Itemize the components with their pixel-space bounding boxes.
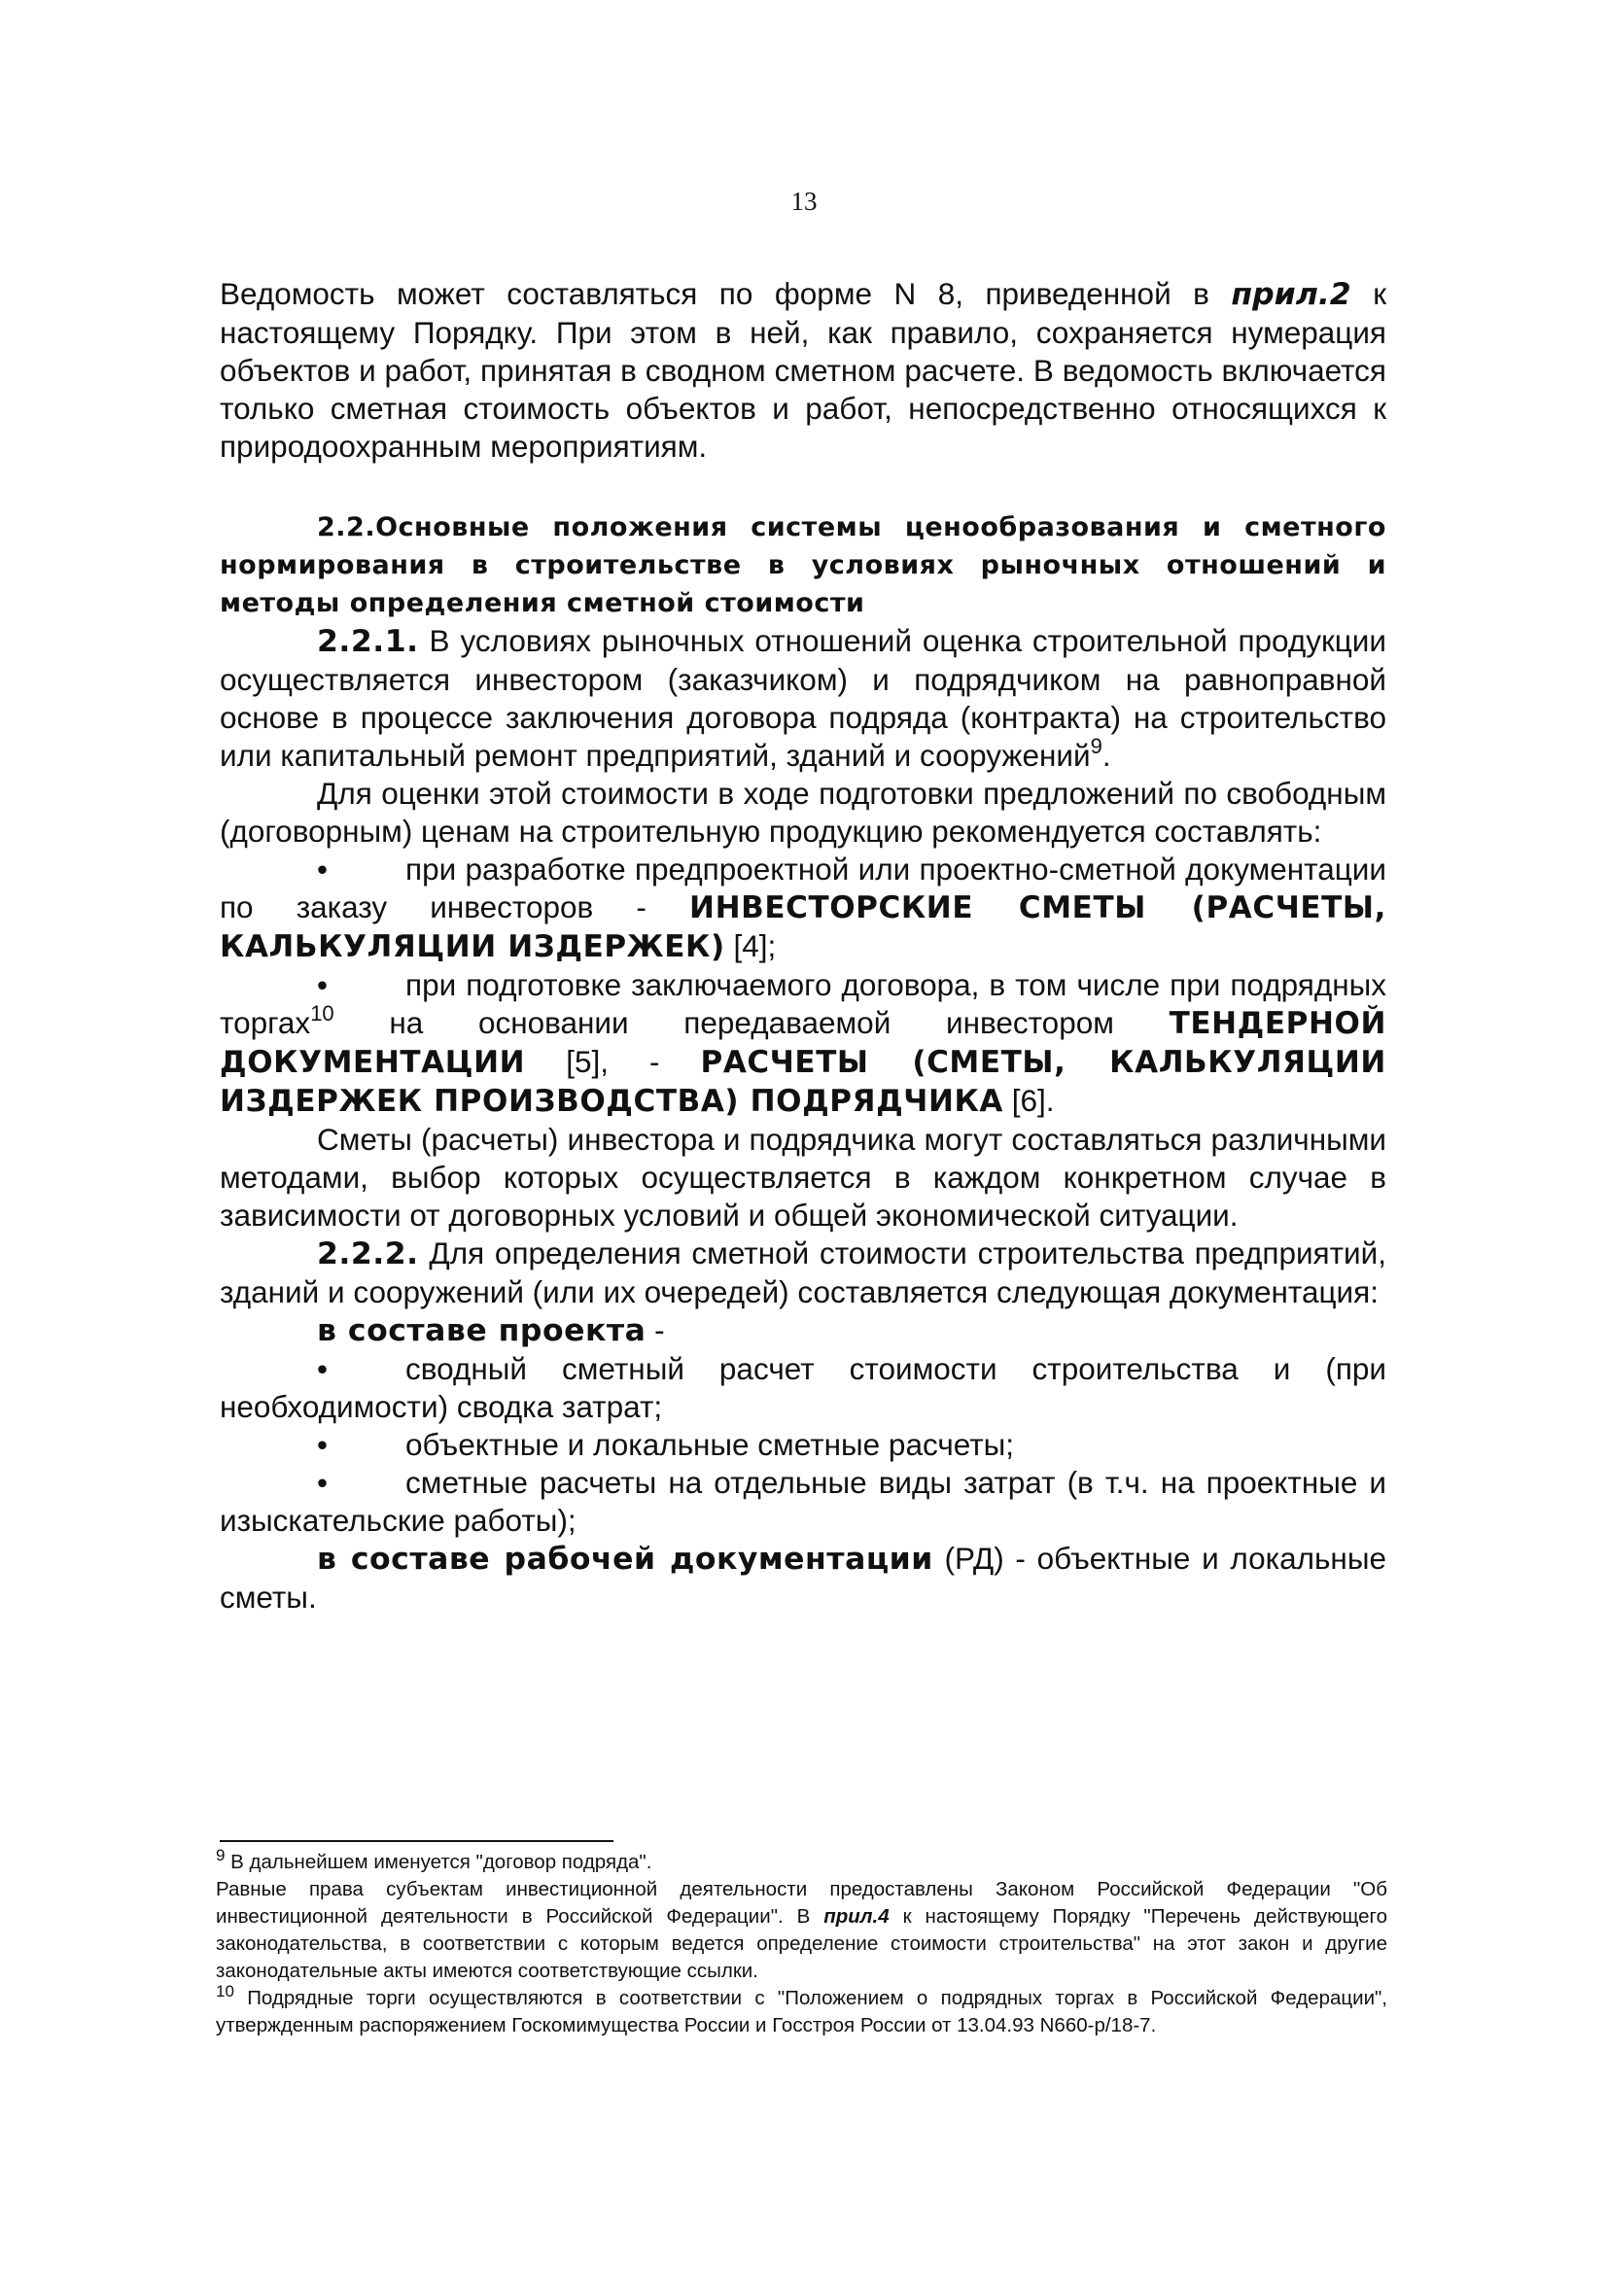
bullet-icon: • <box>317 967 329 1002</box>
reference: [5], - <box>525 1044 701 1079</box>
term-investor-estimates: ИНВЕСТОРСКИЕ СМЕТЫ (РАСЧЕТЫ, КАЛЬКУЛЯЦИИ ИЗДЕРЖЕК) <box>220 890 1386 964</box>
bullet-icon: • <box>317 1465 329 1500</box>
footnote-ref-10: 10 <box>310 1000 334 1026</box>
page-number: 13 <box>790 187 818 216</box>
footnote-ref-9: 9 <box>1090 733 1102 758</box>
paragraph-2-2-1 <box>220 622 1386 775</box>
list-item <box>220 1426 1386 1464</box>
clause-number: 2.2.2. <box>317 1236 419 1271</box>
term-tender-docs: ТЕНДЕРНОЙ ДОКУМЕНТАЦИИ <box>220 1006 1386 1080</box>
paragraph-statement <box>220 275 1386 466</box>
reference: [6]. <box>1003 1083 1055 1118</box>
footnote-10 <box>216 1982 1387 2039</box>
section-heading: 2.2.Основные положения системы ценообразования и сметного нормирования в строительстве в условиях рыночных отношений и методы определения сметной стоимости <box>220 512 1386 618</box>
footnote-text: к настоящему Порядку "Перечень действующего законодательства, в соответствии с которым ведется определение стоимости строительства" на этот закон и другие законодательные акты имеются соответствующие ссылки. <box>216 1905 1387 1982</box>
list-item-text: объектные и локальные сметные расчеты; <box>405 1427 1015 1462</box>
term-contractor-estimates: РАСЧЕТЫ (СМЕТЫ, КАЛЬКУЛЯЦИИ ИЗДЕРЖЕК ПРОИЗВОДСТВА) ПОДРЯДЧИКА <box>220 1045 1386 1119</box>
bullet-icon: • <box>317 1427 329 1462</box>
paragraph-text: . <box>1101 738 1111 773</box>
list-item <box>220 851 1386 966</box>
paragraph-text: Ведомость может составляться по форме N 8, приведенной в <box>220 276 1232 311</box>
project-label: в составе проекта <box>317 1313 647 1348</box>
footnote-divider <box>220 1840 613 1842</box>
project-composition-label <box>220 1311 1386 1350</box>
paragraph-text: (РД) - объектные и локальные сметы. <box>220 1541 1386 1615</box>
clause-number: 2.2.1. <box>317 624 419 659</box>
footnote-text: Равные права субъектам инвестиционной деятельности предоставлены Законом Российской Федерации "Об инвестиционной деятельности в Российской Федерации". В <box>216 1878 1387 1928</box>
footnote-9 <box>216 1846 1387 1876</box>
footnote-text: Подрядные торги осуществляются в соответствии с "Положением о подрядных торгах в Российской Федерации", утвержденным распоряжением Госкомимущества России и Госстроя России от 13.04.93 N660-р/18-7. <box>216 1987 1387 2036</box>
paragraph-text: Для определения сметной стоимости строительства предприятий, зданий и сооружений (или их очередей) составляется следующая документация: <box>220 1235 1386 1309</box>
paragraph-text: к настоящему Порядку. При этом в ней, как правило, сохраняется нумерация объектов и работ, принятая в сводном сметном расчете. В ведомость включается только сметная стоимость объектов и работ, непосредственно относящихся к природоохранным мероприятиям. <box>220 276 1386 464</box>
list-item-text: при подготовке заключаемого договора, в том числе при подрядных торгах <box>220 967 1386 1040</box>
footnote-9-continued <box>216 1876 1387 1985</box>
appendix-ref: прил.4 <box>823 1905 890 1928</box>
list-item-text: сметные расчеты на отдельные виды затрат (в т.ч. на проектные и изыскательские работы); <box>220 1465 1386 1538</box>
footnote-marker: 9 <box>216 1846 226 1865</box>
paragraph-text: В условиях рыночных отношений оценка строительной продукции осуществляется инвестором (заказчиком) и подрядчиком на равноправной основе в процессе заключения договора подряда (контракта) на строительство или капитальный ремонт предприятий, зданий и сооружений <box>220 623 1386 773</box>
list-item <box>220 966 1386 1121</box>
list-item <box>220 1350 1386 1426</box>
list-item-text: на основании передаваемой инвестором <box>333 1005 1170 1040</box>
body-text <box>220 275 1386 1617</box>
footnote-text: В дальнейшем именуется "договор подряда". <box>225 1851 652 1873</box>
paragraph-methods: Сметы (расчеты) инвестора и подрядчика могут составляться различными методами, выбор которых осуществляется в каждом конкретном случае в зависимости от договорных условий и общей экономической ситуации. <box>220 1122 1386 1233</box>
list-item <box>220 1464 1386 1540</box>
dash: - <box>646 1312 665 1347</box>
reference: [4]; <box>724 928 777 963</box>
list-item-text: при разработке предпроектной или проектно-сметной документации по заказу инвесторов - <box>220 852 1386 924</box>
paragraph-2-2-2 <box>220 1235 1386 1311</box>
paragraph-evaluation: Для оценки этой стоимости в ходе подготовки предложений по свободным (договорным) ценам на строительную продукцию рекомендуется составлять: <box>220 776 1386 849</box>
bullet-icon: • <box>317 1351 329 1386</box>
list-item-text: сводный сметный расчет стоимости строительства и (при необходимости) сводка затрат; <box>220 1351 1386 1424</box>
working-docs-label: в составе рабочей документации <box>317 1542 933 1577</box>
spacer <box>220 466 1386 508</box>
bullet-icon: • <box>317 852 329 887</box>
footnotes <box>216 1846 1387 2039</box>
appendix-ref: прил.2 <box>1231 277 1351 312</box>
footnote-marker: 10 <box>216 1982 234 2001</box>
paragraph-working-docs <box>220 1540 1386 1617</box>
